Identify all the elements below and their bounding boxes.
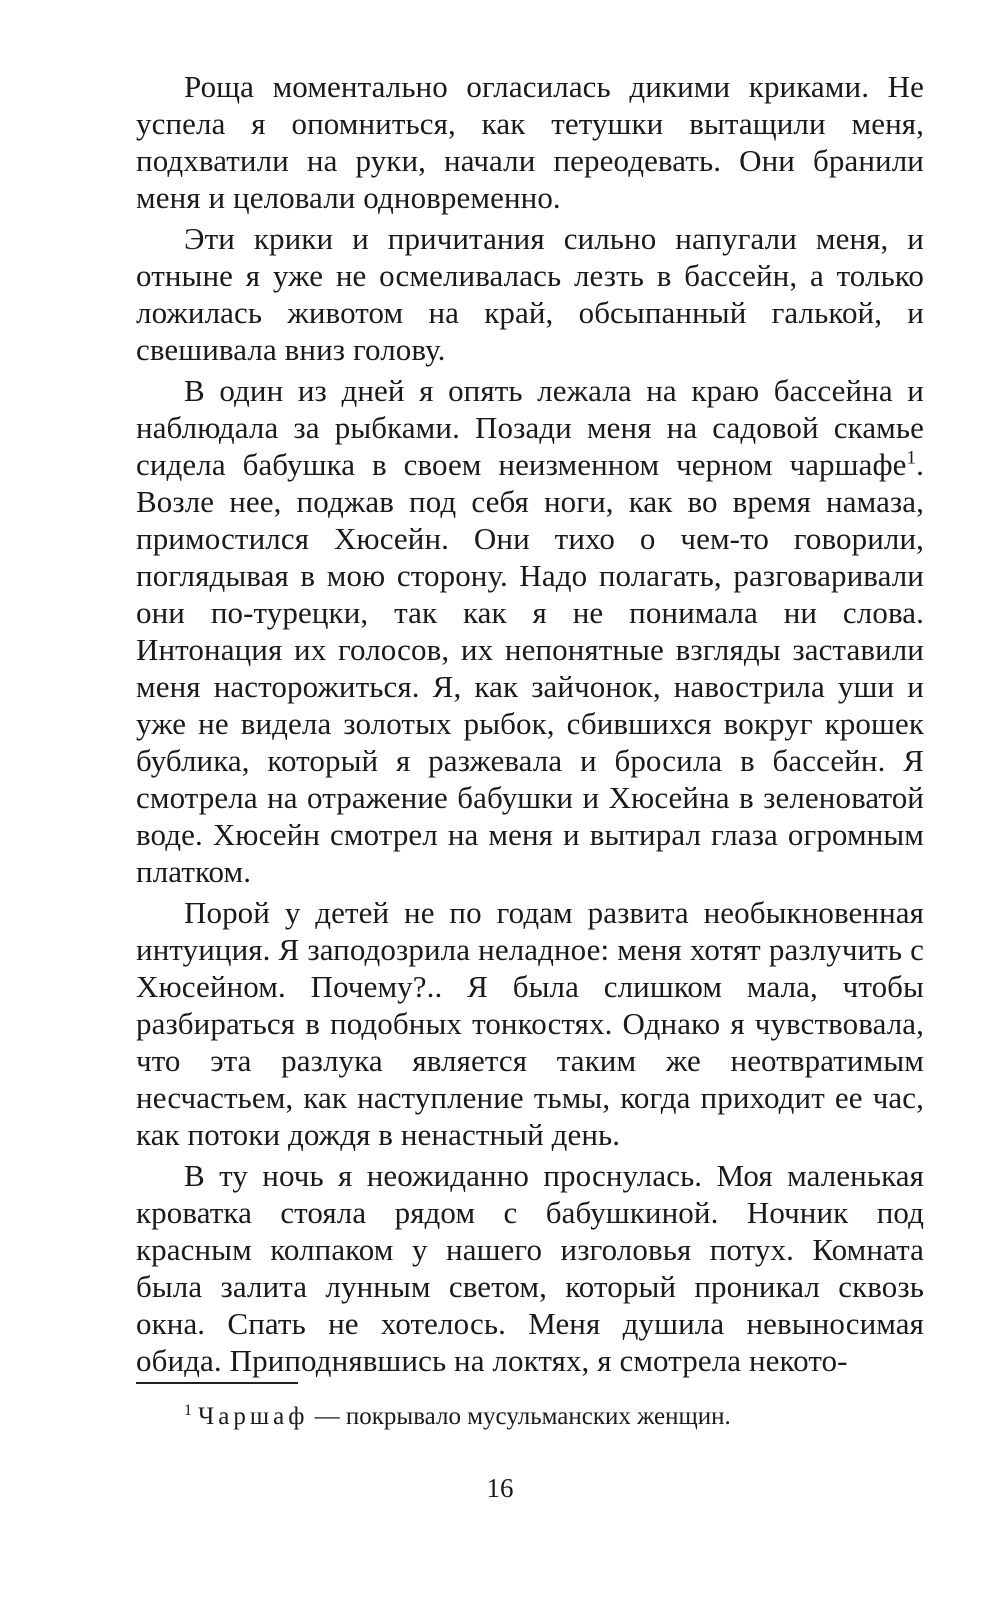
- page-number: 16: [486, 1473, 514, 1503]
- paragraph-5: В ту ночь я неожиданно проснулась. Моя маленькая кроватка стояла рядом с бабушкиной. Ночник под красным колпаком у нашего изголовья потух. Комната была залита лунным светом, который проникал сквозь окна. Спать не хотелось. Меня душила невыносимая обида. Приподнявшись на локтях, я смотрела некото-: [136, 1158, 924, 1378]
- paragraph-3-period: .: [916, 447, 924, 482]
- paragraph-3-start: В один из дней я опять лежала на краю бассейна и наблюдала за рыбками. Позади меня на садовой скамье сидела бабушка в своем неизменном черном чаршафе: [136, 373, 924, 482]
- footnote: [184, 1402, 731, 1432]
- footnote-marker: 1: [184, 1401, 192, 1419]
- footnote-term: Чаршаф: [198, 1403, 309, 1430]
- paragraph-3-rest: Возле нее, поджав под себя ноги, как во время намаза, примостился Хюсейн. Они тихо о чем-то говорили, поглядывая в мою сторону. Надо полагать, разговаривали они по-турецки, так как я не понимала ни слова. Интонация их голосов, их непонятные взгляды заставили меня насторожиться. Я, как зайчонок, навострила уши и уже не видела золотых рыбок, сбившихся вокруг крошек бублика, который я разжевала и бросила в бассейн. Я смотрела на отражение бабушки и Хюсейна в зеленоватой воде. Хюсейн смотрел на меня и вытирал глаза огромным платком.: [136, 484, 924, 889]
- paragraph-4: Порой у детей не по годам развита необыкновенная интуиция. Я заподозрила неладное: меня хотят разлучить с Хюсейном. Почему?.. Я была слишком мала, чтобы разбираться в подобных тонкостях. Однако я чувствовала, что эта разлука является таким же неотвратимым несчастьем, как наступление тьмы, когда приходит ее час, как потоки дождя в ненастный день.: [136, 895, 924, 1152]
- paragraph-2: Эти крики и причитания сильно напугали меня, и отныне я уже не осмеливалась лезть в бассейн, а только ложилась животом на край, обсыпанный галькой, и свешивала вниз голову.: [136, 221, 924, 367]
- footnote-definition: — покрывало мусульманских женщин.: [308, 1403, 731, 1430]
- paragraph-1: Роща моментально огласилась дикими криками. Не успела я опомниться, как тетушки вытащили меня, подхватили на руки, начали переодевать. Они бранили меня и целовали одновременно.: [136, 69, 924, 215]
- footnote-reference: 1: [906, 447, 917, 469]
- paragraph-3: [136, 372, 924, 890]
- body-text: [136, 68, 924, 1383]
- footnote-divider: [136, 1382, 298, 1384]
